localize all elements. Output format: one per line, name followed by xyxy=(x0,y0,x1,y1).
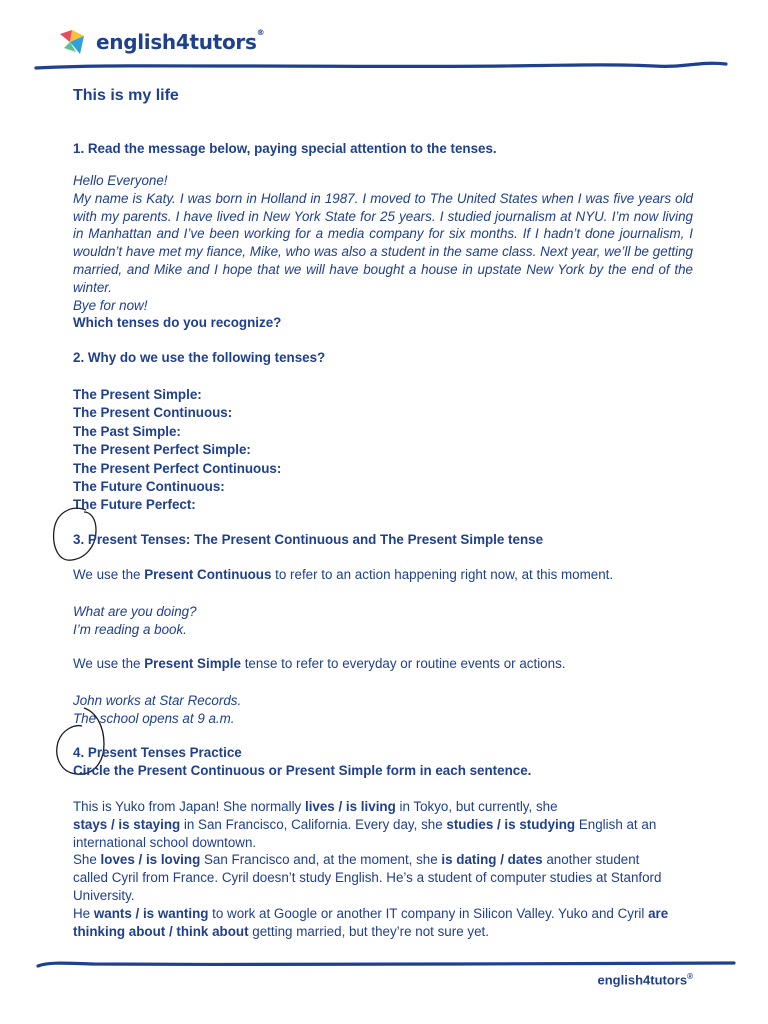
message-body: My name is Katy. I was born in Holland in 1987. I moved to The United States when I was five years old with my parents. I have lived in New York State for 25 years. I studied journalism at NYU. I’m now living in Manhattan and I’ve been working for a media company for six months. If I hadn’t done journalism, I wouldn’t have met my fiance, Mike, who was also a student in the same class. Next year, we’ll be getting married, and Mike and I hope that we will have bought a house in upstate New York by the end of the winter. xyxy=(73,190,693,295)
tense-item: The Present Simple: xyxy=(73,387,202,402)
tense-item: The Future Continuous: xyxy=(73,479,225,495)
choice-option[interactable]: loves / is loving xyxy=(100,852,201,868)
practice-line: University. xyxy=(73,887,135,903)
present-simple-rule: We use the Present Simple tense to refer to everyday or routine events or actions. xyxy=(73,656,566,671)
choice-option[interactable]: is dating / dates xyxy=(441,852,543,868)
present-continuous-examples xyxy=(73,603,693,639)
practice-line: thinking about / think about getting married, but they’re not sure yet. xyxy=(73,923,489,939)
practice-line: called Cyril from France. Cyril doesn’t study English. He’s a student of computer studies at Stanford xyxy=(73,870,662,886)
question-1: 1. Read the message below, paying special attention to the tenses. xyxy=(73,141,497,156)
question-4: 4. Present Tenses Practice xyxy=(73,745,242,760)
page-title: This is my life xyxy=(73,87,179,104)
brand-name: english4tutors® xyxy=(96,28,265,54)
brand-logo xyxy=(58,26,264,58)
question-3: 3. Present Tenses: The Present Continuous and The Present Simple tense xyxy=(73,532,544,547)
tense-item: The Past Simple: xyxy=(73,423,181,439)
practice-line: This is Yuko from Japan! She normally lives / is living in Tokyo, but currently, she xyxy=(73,799,558,814)
tense-item: The Present Perfect Simple: xyxy=(73,442,251,458)
present-simple-examples xyxy=(73,692,693,728)
practice-line: She loves / is loving San Francisco and, at the moment, she is dating / dates another student xyxy=(73,852,640,868)
footer-wave-divider xyxy=(34,956,740,972)
question-1-followup: Which tenses do you recognize? xyxy=(73,315,282,330)
example-line: I’m reading a book. xyxy=(73,621,187,637)
header-wave-divider xyxy=(34,58,730,76)
present-continuous-rule: We use the Present Continuous to refer to an action happening right now, at this moment. xyxy=(73,567,614,582)
message-greeting: Hello Everyone! xyxy=(73,173,168,188)
practice-line: international school downtown. xyxy=(73,834,257,850)
example-line: John works at Star Records. xyxy=(73,693,242,708)
choice-option[interactable]: lives / is living xyxy=(304,799,396,814)
choice-option[interactable]: are xyxy=(648,905,669,921)
practice-line: stays / is staying in San Francisco, California. Every day, she studies / is studying English at an xyxy=(73,816,657,832)
choice-option[interactable]: studies / is studying xyxy=(446,816,576,832)
example-line: The school opens at 9 a.m. xyxy=(73,710,235,726)
question-2: 2. Why do we use the following tenses? xyxy=(73,350,326,365)
footer-brand: english4tutors® xyxy=(597,972,693,988)
tense-item: The Present Perfect Continuous: xyxy=(73,460,282,476)
question-4-instruction: Circle the Present Continuous or Present Simple form in each sentence. xyxy=(73,763,532,778)
practice-paragraph xyxy=(73,798,693,940)
tense-item: The Present Continuous: xyxy=(73,405,233,421)
choice-option[interactable]: wants / is wanting xyxy=(93,905,209,921)
choice-option[interactable]: thinking about / think about xyxy=(73,923,249,939)
practice-line: He wants / is wanting to work at Google or another IT company in Silicon Valley. Yuko and Cyril are xyxy=(73,905,669,921)
message-signoff: Bye for now! xyxy=(73,297,148,313)
message-block xyxy=(73,172,693,314)
tense-item: The Future Perfect: xyxy=(73,497,196,513)
english4tutors-logo-icon xyxy=(58,26,90,58)
tenses-list xyxy=(73,386,693,515)
example-line: What are you doing? xyxy=(73,604,197,619)
choice-option[interactable]: stays / is staying xyxy=(73,816,181,832)
